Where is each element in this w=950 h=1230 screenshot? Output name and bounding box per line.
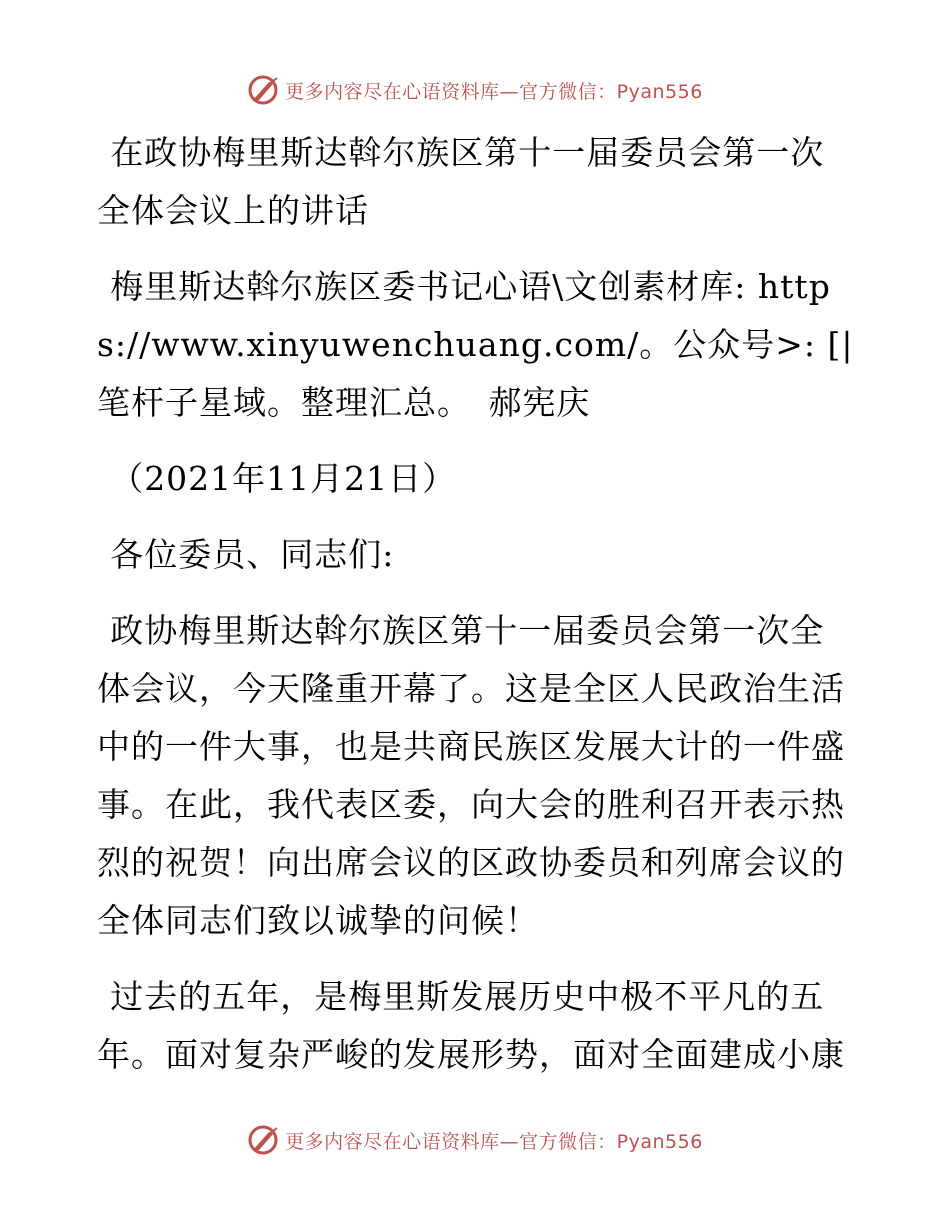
feather-pen-logo-icon xyxy=(247,1124,279,1156)
watermark-text: 更多内容尽在心语资料库—官方微信：Pyan556 xyxy=(285,80,703,103)
banner-inner xyxy=(247,1124,703,1156)
spacer xyxy=(97,240,857,258)
author-line: 梅里斯达斡尔族区委书记心语\文创素材库: https://www.xinyuwenchuang.com/。公众号>: [|笔杆子星域。整理汇总。 郝宪庆 xyxy=(97,267,854,422)
spacer xyxy=(97,584,857,602)
feather-pen-logo-icon xyxy=(247,74,279,106)
document-title: 在政协梅里斯达斡尔族区第十一届委员会第一次全体会议上的讲话 xyxy=(97,133,825,230)
document-body xyxy=(97,124,857,1084)
banner-inner xyxy=(247,74,703,106)
spacer xyxy=(97,432,857,450)
header-watermark-banner xyxy=(0,70,950,110)
document-date: （2021年11月21日） xyxy=(110,459,457,498)
spacer xyxy=(97,508,857,526)
watermark-text: 更多内容尽在心语资料库—官方微信：Pyan556 xyxy=(285,1130,703,1153)
footer-watermark-banner xyxy=(0,1120,950,1160)
spacer xyxy=(97,950,857,968)
salutation: 各位委员、同志们: xyxy=(110,535,395,574)
body-paragraph-1: 政协梅里斯达斡尔族区第十一届委员会第一次全体会议，今天隆重开幕了。这是全区人民政治生活中的一件大事，也是共商民族区发展大计的一件盛事。在此，我代表区委，向大会的胜利召开表示热烈的祝贺！向出席会议的区政协委员和列席会议的全体同志们致以诚挚的问候！ xyxy=(97,611,845,940)
body-paragraph-2: 过去的五年，是梅里斯发展历史中极不平凡的五年。面对复杂严峻的发展形势，面对全面建成小康 xyxy=(97,977,845,1074)
